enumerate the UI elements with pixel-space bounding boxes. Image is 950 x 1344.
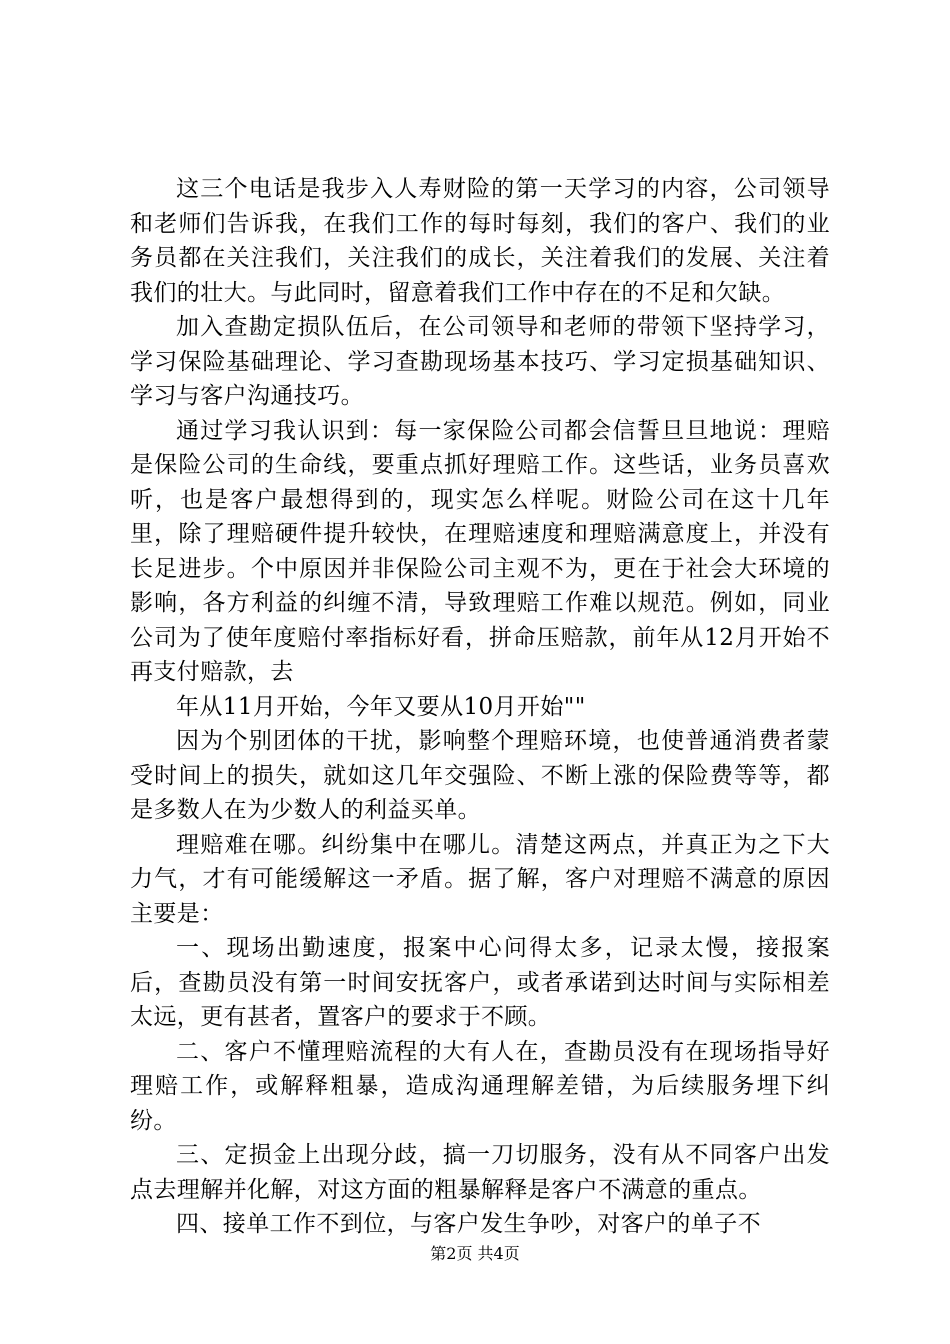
paragraph: 这三个电话是我步入人寿财险的第一天学习的内容，公司领导和老师们告诉我，在我们工作的每时每刻，我们的客户、我们的业务员都在关注我们，关注我们的成长，关注着我们的发展、关注着我们的壮大。与此同时，留意着我们工作中存在的不足和欠缺。	[130, 176, 830, 306]
paragraph: 通过学习我认识到：每一家保险公司都会信誓旦旦地说：理赔是保险公司的生命线，要重点抓好理赔工作。这些话，业务员喜欢听，也是客户最想得到的，现实怎么样呢。财险公司在这十几年里，除了理赔硬件提升较快，在理赔速度和理赔满意度上，并没有长足进步。个中原因并非保险公司主观不为，更在于社会大环境的影响，各方利益的纠缠不清，导致理赔工作难以规范。例如，同业公司为了使年度赔付率指标好看，拼命压赔款，前年从12月开始不再支付赔款，去	[130, 417, 830, 685]
paragraph: 年从11月开始，今年又要从10月开始""	[176, 693, 586, 720]
paragraph: 二、客户不懂理赔流程的大有人在，查勘员没有在现场指导好理赔工作，或解释粗暴，造成沟通理解差错，为后续服务埋下纠纷。	[130, 1038, 830, 1134]
paragraph: 理赔难在哪。纠纷集中在哪儿。清楚这两点，并真正为之下大力气，才有可能缓解这一矛盾。据了解，客户对理赔不满意的原因主要是：	[130, 831, 830, 927]
paragraph: 因为个别团体的干扰，影响整个理赔环境，也使普通消费者蒙受时间上的损失，就如这几年交强险、不断上涨的保险费等等，都是多数人在为少数人的利益买单。	[130, 728, 830, 823]
document-body	[130, 172, 830, 1242]
paragraph: 加入查勘定损队伍后，在公司领导和老师的带领下坚持学习，学习保险基础理论、学习查勘现场基本技巧、学习定损基础知识、学习与客户沟通技巧。	[130, 314, 830, 409]
paragraph: 三、定损金上出现分歧，搞一刀切服务，没有从不同客户出发点去理解并化解，对这方面的粗暴解释是客户不满意的重点。	[130, 1142, 830, 1203]
page-number-footer: 第2页 共4页	[430, 1244, 520, 1263]
paragraph: 四、接单工作不到位，与客户发生争吵，对客户的单子不	[176, 1211, 761, 1237]
paragraph: 一、现场出勤速度，报案中心问得太多，记录太慢，接报案后，查勘员没有第一时间安抚客户，或者承诺到达时间与实际相差太远，更有甚者，置客户的要求于不顾。	[130, 935, 830, 1030]
